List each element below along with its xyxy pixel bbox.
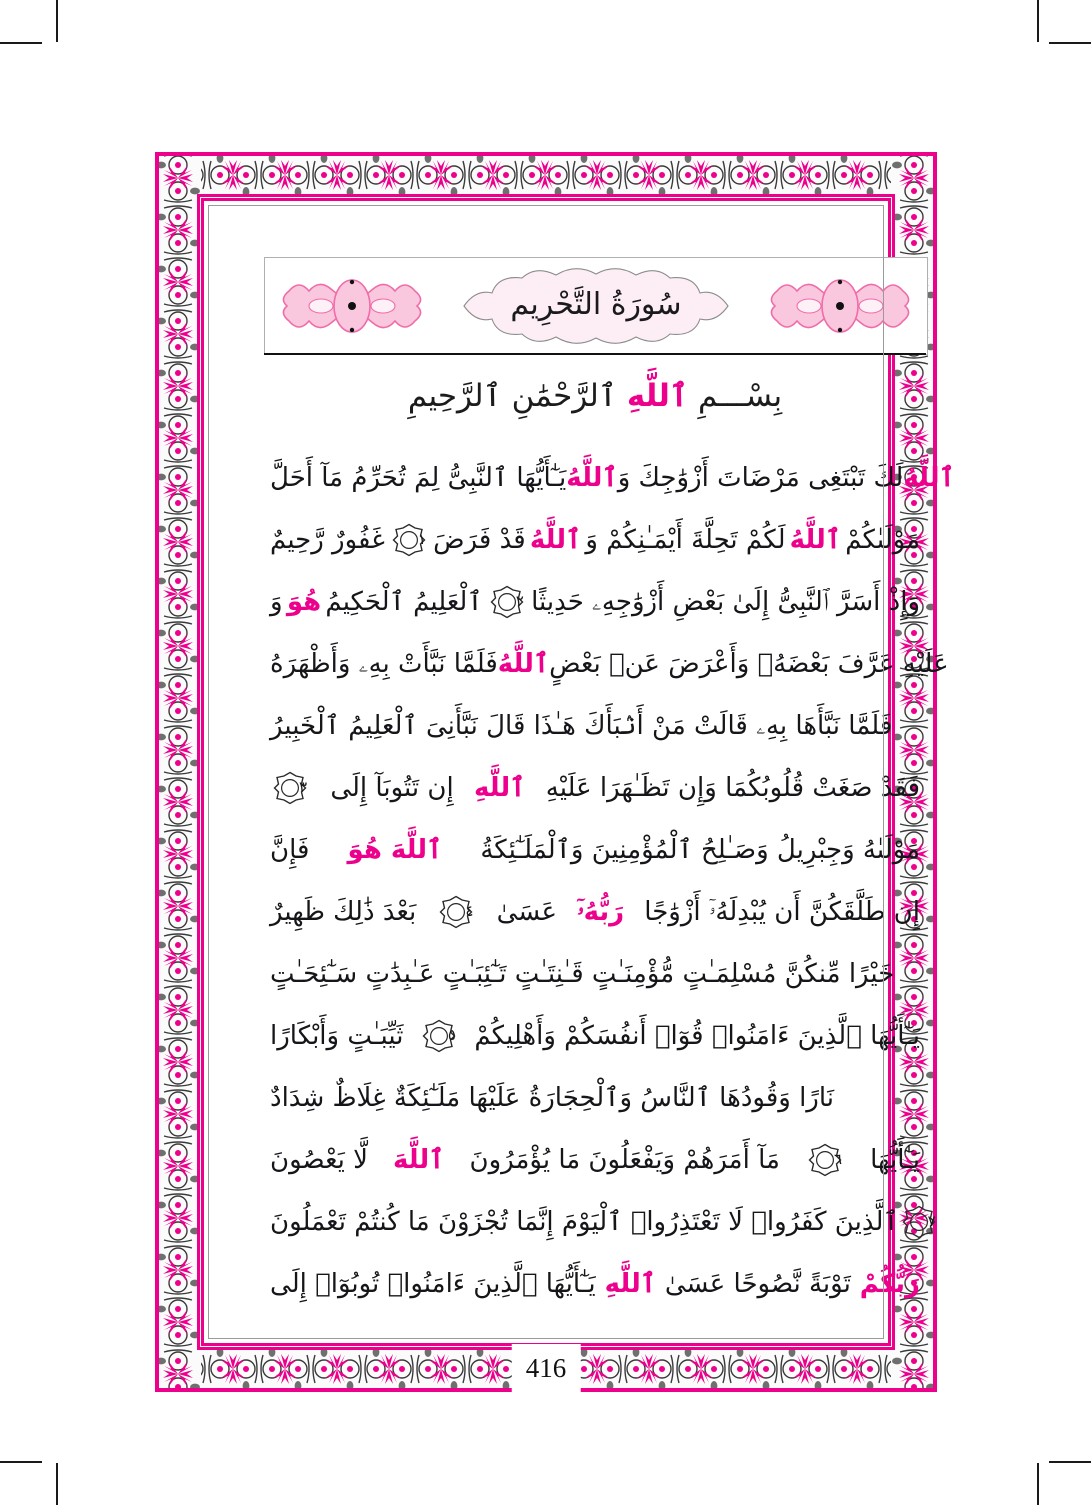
divine-name-highlight: ٱللَّهَ هُوَ [347, 835, 443, 865]
quran-text-segment: ٱلَّذِينَ كَفَرُوا۟ لَا تَعْتَذِرُوا۟ ٱلْيَوْمَ إِنَّمَا تُجْزَوْنَ مَا كُنتُمْ تَعْمَلُونَ [270, 1207, 899, 1237]
border-rule-inner-top [197, 194, 895, 197]
quran-line [270, 1129, 920, 1191]
surah-title-text: سُورَةُ التَّحْرِيم [510, 286, 682, 322]
quran-text-segment: إِن طَلَّقَكُنَّ أَن يُبْدِلَهُۥٓ أَزْوَٰجًا [644, 897, 920, 927]
surah-title-cartouche [446, 261, 746, 351]
quran-text-segment: وَ [270, 587, 283, 617]
ayah-number-text: ٦ [833, 1150, 843, 1168]
quran-text-segment: إِن تَتُوبَآ إِلَى [330, 773, 454, 803]
bismillah-lafz-allah: ٱللَّهِ [626, 378, 689, 414]
ayah-number-marker [422, 1019, 456, 1053]
quran-line [270, 881, 920, 943]
quran-text-segment: يَـٰٓأَيُّهَا ٱلَّذِينَ ءَامَنُوا۟ قُوٓا۟ أَنفُسَكُمْ وَأَهْلِيكُمْ [474, 1021, 920, 1051]
border-rule-inner-left [197, 194, 200, 1350]
quran-text-segment: ثَيِّبَـٰتٍ وَأَبْكَارًا [270, 1021, 404, 1051]
quran-text-segment: يَـٰٓأَيُّهَا ٱلنَّبِىُّ لِمَ تُحَرِّمُ مَآ أَحَلَّ [270, 463, 567, 493]
ornamental-border-top [155, 152, 937, 198]
quran-text-segment: مَآ أَمَرَهُمْ وَيَفْعَلُونَ مَا يُؤْمَرُونَ [469, 1145, 780, 1175]
bismillah-before: بِسْـــمِ [697, 378, 783, 414]
divine-name-highlight: ٱللَّهُ [903, 463, 955, 493]
ayah-number-marker [439, 895, 473, 929]
quran-text-segment: لَّا يَعْصُونَ [270, 1145, 368, 1175]
quran-line [270, 819, 920, 881]
surah-title-band [264, 257, 928, 355]
quran-line [270, 1253, 920, 1315]
quran-text-segment: عَسَىٰ [496, 897, 557, 927]
quran-line [270, 1067, 920, 1129]
quran-text-segment: قَدْ فَرَضَ [433, 525, 526, 555]
border-rule-outer-left [155, 152, 159, 1392]
title-ornament-right [765, 269, 915, 343]
ayah-number-text: ٢ [515, 592, 524, 610]
title-ornament-left [277, 269, 427, 343]
ayah-number-marker [273, 771, 307, 805]
ayah-number-text: ١ [417, 530, 426, 548]
divine-name-highlight: هُوَ [286, 587, 322, 617]
quran-line [270, 1005, 920, 1067]
ayah-number-text: ٤ [465, 902, 474, 920]
ayah-number-marker [392, 523, 426, 557]
quran-line [270, 1191, 936, 1253]
divine-name-highlight: ٱللَّهِ [604, 1269, 656, 1299]
ayah-number-text: ٧ [927, 1212, 936, 1230]
divine-name-highlight: ٱللَّهُ [566, 463, 618, 493]
bismillah-line [264, 377, 926, 416]
border-rule-outer-top [155, 152, 937, 156]
quran-text-segment: مَوْلَىٰهُ وَجِبْرِيلُ وَصَـٰلِحُ ٱلْمُؤْمِنِينَ وَٱلْمَلَـٰٓئِكَةُ [480, 835, 920, 865]
quran-text-segment: وَإِذْ أَسَرَّ ٱلنَّبِىُّ إِلَىٰ بَعْضِ أَزْوَٰجِهِۦ حَدِيثًا [531, 587, 920, 617]
quran-text-segment: بَعْدَ ذَٰلِكَ ظَهِيرٌ [270, 897, 417, 927]
quran-text-segment: فَلَمَّا نَبَّأَتْ بِهِۦ وَأَظْهَرَهُ [270, 649, 498, 679]
quran-line [270, 695, 920, 757]
ayah-number-text: ٣ [298, 778, 307, 796]
divine-name-highlight: رَبُّكُمْ [859, 1269, 920, 1299]
quran-text-segment: لَكُمْ تَحِلَّةَ أَيْمَـٰنِكُمْ وَ [585, 525, 786, 555]
crop-mark-top-right-h [1049, 42, 1091, 44]
quran-text-segment: خَيْرًا مِّنكُنَّ مُسْلِمَـٰتٍ مُّؤْمِنَـٰتٍ قَـٰنِتَـٰتٍ تَـٰٓئِبَـٰتٍ عَـٰبِدَٰتٍ سَـٰٓئِحَـٰتٍ [270, 959, 895, 989]
quran-line [270, 757, 920, 819]
divine-name-highlight: رَبُّهُۥٓ [577, 897, 625, 927]
divine-name-highlight: ٱللَّهُ [789, 525, 842, 555]
ayah-number-marker [490, 585, 524, 619]
quran-text-segment: لَكَ تَبْتَغِى مَرْضَاتَ أَزْوَٰجِكَ وَ [617, 463, 904, 493]
mushaf-page-frame [155, 152, 955, 1392]
ayah-number-marker [808, 1143, 842, 1177]
crop-mark-bottom-right-h [1049, 1461, 1091, 1463]
quran-text-segment: نَارًا وَقُودُهَا ٱلنَّاسُ وَٱلْحِجَارَةُ عَلَيْهَا مَلَـٰٓئِكَةٌ غِلَاظٌ شِدَادٌ [270, 1083, 835, 1113]
crop-mark-top-left-h [0, 42, 42, 44]
quran-text-segment: فَلَمَّا نَبَّأَهَا بِهِۦ قَالَتْ مَنْ أَنۢبَأَكَ هَـٰذَا قَالَ نَبَّأَنِىَ ٱلْعَلِيمُ ٱلْخَبِيرُ [270, 711, 893, 741]
divine-name-highlight: ٱللَّهُ [529, 525, 582, 555]
quran-text-segment: عَلَيْهِ عَرَّفَ بَعْضَهُۥ وَأَعْرَضَ عَنۢ بَعْضٍ [549, 649, 949, 679]
bismillah-after: ٱلرَّحْمَٰنِ ٱلرَّحِيمِ [407, 378, 617, 414]
quran-text-segment: فَإِنَّ [270, 835, 310, 865]
quran-line [270, 447, 955, 509]
quran-line [270, 509, 920, 571]
quran-text-segment: يَـٰٓأَيُّهَا [870, 1145, 920, 1175]
ayah-number-marker [902, 1205, 936, 1239]
title-underline [264, 353, 926, 355]
divine-name-highlight: ٱللَّهِ [474, 773, 526, 803]
quran-text-segment: فَقَدْ صَغَتْ قُلُوبُكُمَا وَإِن تَظَـٰهَرَا عَلَيْهِ [545, 773, 920, 803]
quran-text-segment: ٱلْعَلِيمُ ٱلْحَكِيمُ [325, 587, 483, 617]
crop-mark-top-right [1037, 0, 1039, 42]
crop-mark-bottom-left [56, 1463, 58, 1505]
quran-text-segment: يَـٰٓأَيُّهَا ٱلَّذِينَ ءَامَنُوا۟ تُوبُوٓا۟ إِلَى [270, 1269, 596, 1299]
quran-text-block [270, 447, 955, 1315]
page-number: 416 [512, 1344, 581, 1392]
quran-text-segment: تَوْبَةً نَّصُوحًا عَسَىٰ [664, 1269, 851, 1299]
divine-name-highlight: ٱللَّهَ [393, 1145, 445, 1175]
quran-text-segment: مَوْلَىٰكُمْ [845, 525, 920, 555]
divine-name-highlight: ٱللَّهُ [497, 649, 550, 679]
quran-line [270, 633, 949, 695]
quran-line [270, 571, 920, 633]
quran-text-segment: غَفُورٌ رَّحِيمٌ [270, 525, 385, 555]
ornamental-border-left [155, 152, 201, 1392]
crop-mark-bottom-left-h [0, 1461, 42, 1463]
crop-mark-top-left [56, 0, 58, 42]
ayah-number-text: ٥ [447, 1026, 456, 1044]
quran-line [270, 943, 920, 1005]
text-area-frame [201, 198, 955, 1346]
crop-mark-bottom-right [1037, 1463, 1039, 1505]
